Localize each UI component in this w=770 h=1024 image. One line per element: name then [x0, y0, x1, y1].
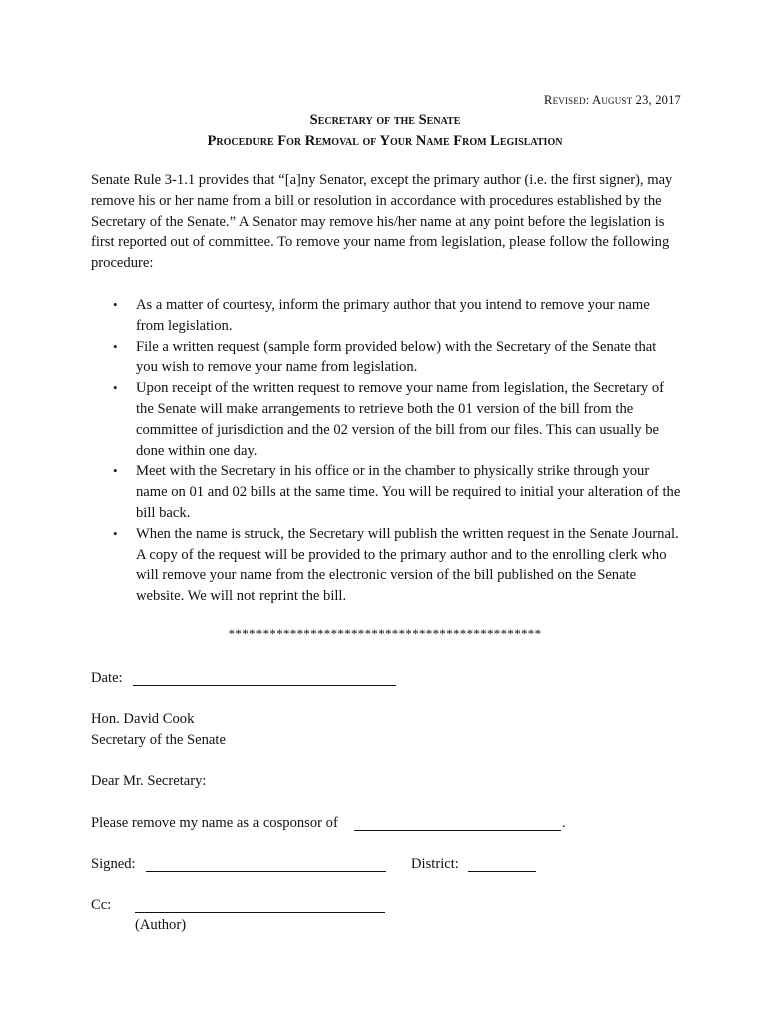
procedure-step — [91, 524, 681, 607]
date-label: Date: — [91, 670, 123, 686]
cc-label: Cc: — [91, 897, 112, 913]
bullet-icon: • — [113, 297, 118, 312]
addressee-title: Secretary of the Senate — [91, 732, 226, 748]
revision-date: Revised: August 23, 2017 — [544, 93, 681, 107]
intro-paragraph: Senate Rule 3-1.1 provides that “[a]ny Senator, except the primary author (i.e. the first signer), may remove his or her name from a bill or resolution in accordance with procedures established by the Secretary of the Senate.” A Senator may remove his/her name at any point before the legislation is first reported out of committee. To remove your name from legislation, please follow the following procedure: — [91, 172, 673, 272]
bullet-icon: • — [113, 463, 118, 479]
procedure-step — [91, 337, 681, 379]
signature-field[interactable] — [146, 859, 386, 872]
procedure-step-text: When the name is struck, the Secretary will publish the written request in the Senate Journal. A copy of the request will be provided to the primary author and to the enrolling clerk who will remove your name from the electronic version of the bill published on the Senate website. We will not reprint the bill. — [136, 525, 679, 605]
date-field[interactable] — [133, 673, 396, 686]
request-period: . — [562, 815, 566, 831]
bullet-icon: • — [113, 525, 118, 541]
procedure-step-text: As a matter of courtesy, inform the primary author that you intend to remove your name from legislation. — [136, 297, 650, 334]
request-text: Please remove my name as a cosponsor of — [91, 815, 338, 831]
procedure-step — [91, 295, 681, 337]
bullet-icon: • — [113, 380, 118, 396]
procedure-list — [91, 295, 681, 607]
author-label: (Author) — [135, 917, 187, 933]
document-title: Secretary of the Senate — [309, 112, 461, 128]
section-separator: ********************************************** — [228, 626, 542, 641]
procedure-step — [91, 461, 681, 523]
procedure-step-text: Upon receipt of the written request to remove your name from legislation, the Secretary of the Senate will make arrangements to retrieve both the 01 version of the bill from the committee of jurisdiction and the 02 version of the bill from our files. This can usually be done within one day. — [136, 380, 665, 459]
document-subtitle: Procedure For Removal of Your Name From Legislation — [207, 133, 563, 149]
bullet-icon: • — [113, 338, 118, 354]
addressee-name: Hon. David Cook — [91, 711, 195, 727]
district-field[interactable] — [468, 859, 536, 872]
bill-number-field[interactable] — [354, 818, 561, 831]
procedure-step-text: Meet with the Secretary in his office or in the chamber to physically strike through your name on 01 and 02 bills at the same time. You will be required to initial your alteration of the bill back. — [136, 463, 681, 521]
signed-label: Signed: — [91, 856, 136, 872]
procedure-step-text: File a written request (sample form provided below) with the Secretary of the Senate that you wish to remove your name from legislation. — [136, 338, 657, 376]
procedure-step — [91, 378, 681, 461]
salutation: Dear Mr. Secretary: — [91, 773, 207, 789]
cc-field[interactable] — [135, 900, 385, 913]
date-line — [91, 670, 123, 687]
district-label: District: — [411, 856, 459, 872]
